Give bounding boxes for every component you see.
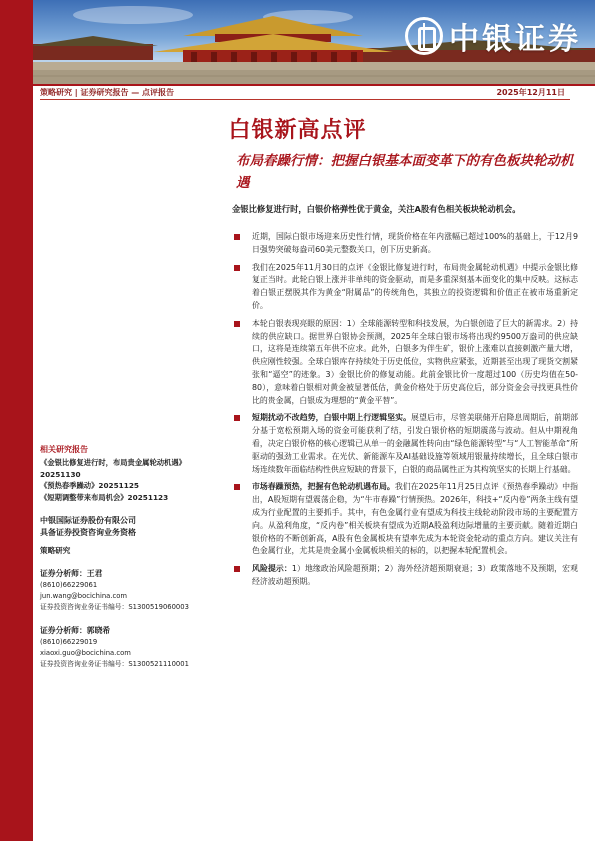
- analyst-name: 证券分析师：郭晓希: [40, 626, 111, 635]
- list-item: 我们在2025年11月30日的点评《金银比修复进行时，布局贵金属轮动机遇》中提示金银比修复正当时。此轮白银上涨并非单纯的资金驱动，而是多重深刻基本面变化的集中反映。这标志着白银正摆脱其作为黄金“附属品”的传统角色，其独立的投资逻辑和价值正在被市场重新定价。: [232, 262, 578, 313]
- analyst-card: [40, 625, 225, 670]
- list-item: 近期，国际白银市场迎来历史性行情，现货价格在年内涨幅已超过100%的基础上，于12月9日强势突破每盎司60美元整数关口，创下历史新高。: [232, 231, 578, 257]
- report-category: 策略研究 | 证券研究报告 — 点评报告: [40, 88, 175, 97]
- bullet-square-icon: [234, 265, 240, 271]
- bullet-square-icon: [234, 321, 240, 327]
- department: 策略研究: [40, 546, 71, 555]
- banner-divider: [33, 84, 595, 86]
- related-report-link[interactable]: 《短期调整带来布局机会》20251123: [40, 492, 169, 502]
- related-report-link[interactable]: 《预热春季躁动》20251125: [40, 481, 139, 490]
- sidebar: [40, 444, 225, 670]
- list-item: 风险提示：1）地缘政治风险超预期；2）海外经济超预期衰退；3）政策落地不及预期，宏观经济波动超预期。: [232, 563, 578, 589]
- key-points-list: [232, 231, 578, 594]
- boci-logo: [405, 14, 581, 58]
- list-item: 市场春躁预热，把握有色轮动机遇布局。我们在2025年11月25日点评《预热春季躁动》中指出，A股短期有望震荡企稳，为“牛市春躁”行情预热。2026年，科技+“反内卷”两条主线有望成为行业配置的主要抓手。其中，有色金属行业有望成为科技主线轮动阶段市场的主要配置方向。从盈利角度，“反内卷”相关板块有望成为近期A股盈利边际增量的主要贡献。随着近期白银价格的不断创新高，A股有色金属板块有望率先成为本轮资金轮动的重点方向。建议关注有色金属行业，尤其是贵金属小金属板块相关的标的，以把握本轮配置机会。: [232, 481, 578, 558]
- analyst-email[interactable]: jun.wang@bocichina.com: [40, 592, 127, 600]
- bullet-square-icon: [234, 415, 240, 421]
- logo-text: 中银证券: [449, 22, 581, 57]
- analyst-phone: (8610)66229061: [40, 581, 98, 589]
- company-qualification: 具备证券投资咨询业务资格: [40, 528, 136, 537]
- bullet-square-icon: [234, 484, 240, 490]
- analyst-license: 证券投资咨询业务证书编号：S1300521110001: [40, 660, 189, 668]
- analyst-name: 证券分析师：王君: [40, 569, 103, 578]
- bank-of-china-emblem-icon: [405, 17, 443, 55]
- bullet-square-icon: [234, 234, 240, 240]
- company-info: [40, 515, 225, 539]
- report-subtitle: 布局春躁行情：把握白银基本面变革下的有色板块轮动机遇: [236, 153, 574, 191]
- list-item: 短期扰动不改趋势，白银中期上行逻辑坚实。展望后市，尽管美联储开启降息周期后，前期部分基于宽松预期入场的资金可能获利了结，引发白银价格的短期震荡与波动。但从中期视角看，决定白银价格的核心逻辑已从单一的金融属性转向由“绿色能源转型”与“人工智能革命”所驱动的强劲工业需求。在光伏、新能源车及AI基础设施等领域用银量持续增长，且全球白银市场连续数年面临结构性供应短缺的背景下，白银的商品属性正为其构筑坚实的长期上行基础。: [232, 412, 578, 476]
- analyst-phone: (8610)66229019: [40, 638, 98, 646]
- header-rule: [40, 99, 570, 100]
- list-item: 本轮白银表现亮眼的原因：1）全球能源转型和科技发展，为白银创造了巨大的新需求。2）持续的供应缺口。据世界白银协会预测，2025年全球白银市场将出现约9500万盎司的供应缺口，这将是连续第五年供不应求。此外，白银多为伴生矿，银价上涨难以直接刺激产量大增，供应刚性较强。全球白银库存持续处于历史低位，实物供应紧张，近期甚至出现了现货交割紧张和“逼空”的迹象。3）金银比价的修复动能。此前金银比价一度超过100（历史均值在50-80），意味着白银相对黄金被显著低估，黄金价格处于历史高位后，部分资金会寻找更具性价比的贵金属，白银成为理想的“黄金平替”。: [232, 318, 578, 408]
- lead-summary: 金银比修复进行时，白银价格弹性优于黄金，关注A股有色相关板块轮动机会。: [232, 204, 521, 214]
- bullet-square-icon: [234, 566, 240, 572]
- report-title: 白银新高点评: [228, 118, 367, 143]
- header-banner-image: [33, 0, 595, 84]
- related-reports-heading: 相关研究报告: [40, 445, 88, 454]
- analyst-email[interactable]: xiaoxi.guo@bocichina.com: [40, 649, 131, 657]
- company-name: 中银国际证券股份有限公司: [40, 516, 136, 525]
- analyst-card: [40, 568, 225, 613]
- analyst-license: 证券投资咨询业务证书编号：S1300519060003: [40, 603, 189, 611]
- related-report-link[interactable]: 《金银比修复进行时，布局贵金属轮动机遇》20251130: [40, 458, 186, 479]
- report-date: 2025年12月11日: [496, 88, 565, 97]
